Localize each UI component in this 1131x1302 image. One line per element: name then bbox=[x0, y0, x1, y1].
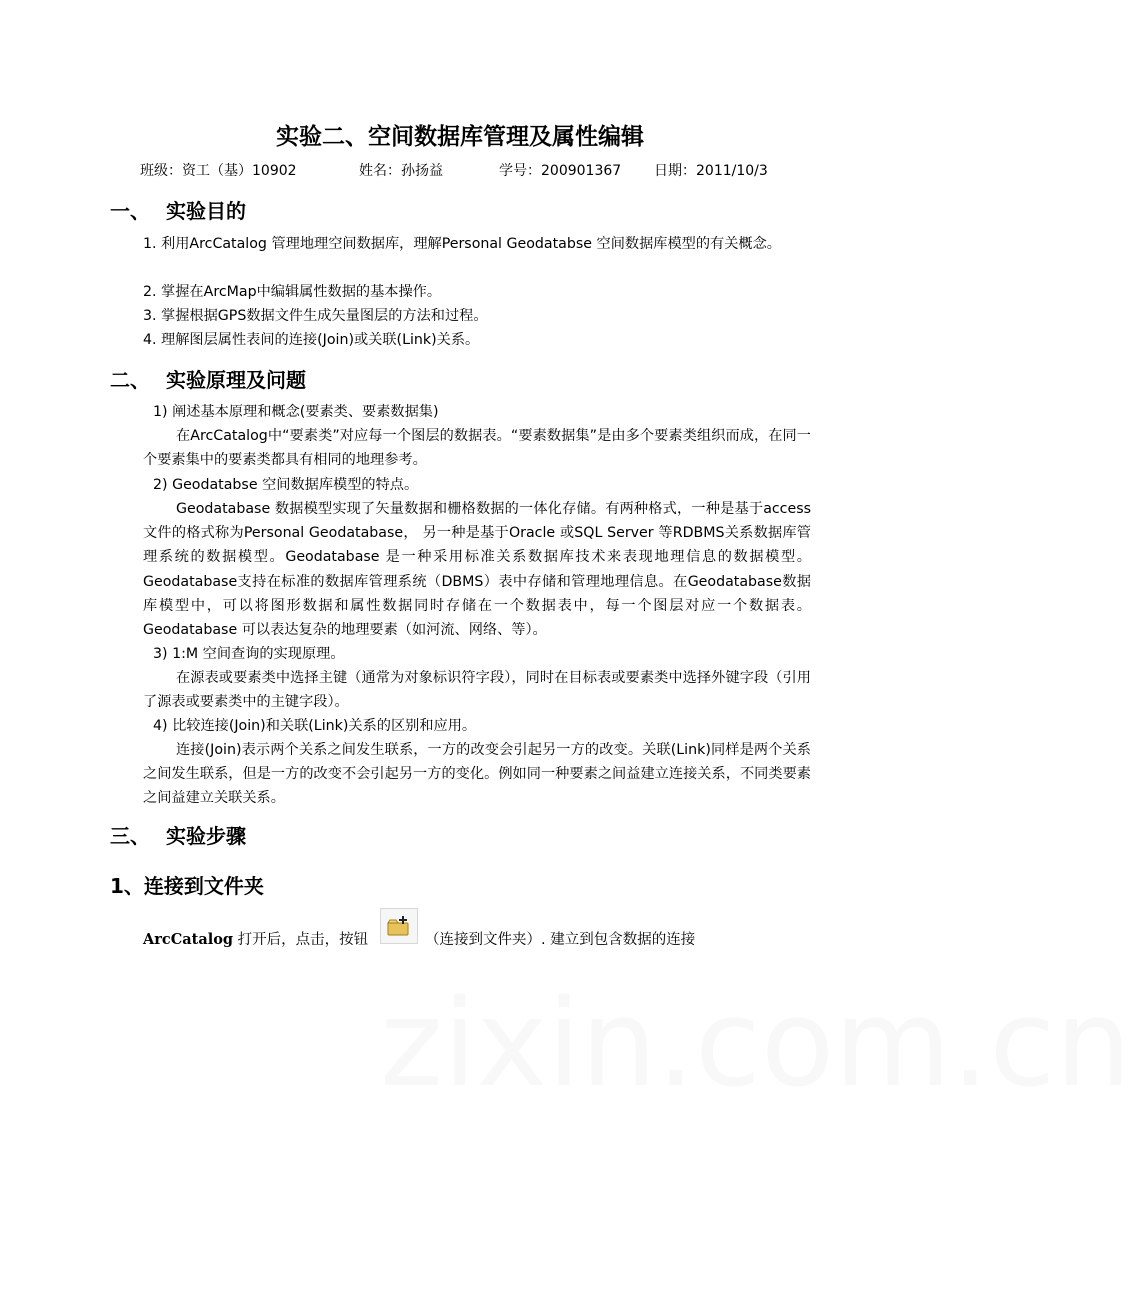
list-item: 3. 掌握根据GPS数据文件生成矢量图层的方法和过程。 bbox=[143, 308, 488, 324]
list-item: 4. 理解图层属性表间的连接(Join)或关联(Link)关系。 bbox=[143, 332, 480, 348]
list-item: 1. 利用ArcCatalog 管理地理空间数据库，理解Personal Geodatabse 空间数据库模型的有关概念。 bbox=[143, 236, 781, 252]
answer-paragraph: 在源表或要素类中选择主键（通常为对象标识符字段），同时在目标表或要素类中选择外键字段（引用了源表或要素类中的主键字段）。 bbox=[143, 670, 811, 711]
connect-folder-icon bbox=[387, 915, 411, 937]
question: 2) Geodatabse 空间数据库模型的特点。 bbox=[153, 477, 419, 493]
question: 4) 比较连接(Join)和关联(Link)关系的区别和应用。 bbox=[153, 718, 477, 734]
answer-paragraph: Geodatabase 数据模型实现了矢量数据和栅格数据的一体化存储。有两种格式，一种是基于access 文件的格式称为Personal Geodatabase， 另一种是基于Oracle 或SQL Server 等RDBMS关系数据库管理系统的数据模型。Geodatabase 是一种采用标准关系数据库技术来表现地理信息的数据模型。Geodatabase支持在标准的数据库管理系统（DBMS）表中存储和管理地理信息。在Geodatabase数据库模型中，可以将图形数据和属性数据同时存储在一个数据表中，每一个图层对应一个数据表。Geodatabase 可以表达复杂的地理要素（如河流、网络、等）。 bbox=[143, 501, 811, 639]
date-info: 日期：2011/10/3 bbox=[654, 163, 768, 179]
app-name: ArcCatalog bbox=[143, 931, 234, 948]
list-item: 2. 掌握在ArcMap中编辑属性数据的基本操作。 bbox=[143, 284, 442, 300]
question: 1) 阐述基本原理和概念(要素类、要素数据集) bbox=[153, 404, 439, 420]
connect-folder-button[interactable] bbox=[380, 908, 418, 944]
id-info: 学号：200901367 bbox=[499, 163, 622, 179]
name-info: 姓名：孙扬益 bbox=[359, 163, 443, 179]
section-heading-purpose: 一、 实验目的 bbox=[110, 199, 246, 223]
answer-paragraph: 在ArcCatalog中“要素类”对应每一个图层的数据表。“要素数据集”是由多个要素类组织而成，在同一个要素集中的要素类都具有相同的地理参考。 bbox=[143, 428, 811, 469]
answer-paragraph: 连接(Join)表示两个关系之间发生联系，一方的改变会引起另一方的改变。关联(Link)同样是两个关系之间发生联系，但是一方的改变不会引起另一方的变化。例如同一种要素之间益建立连接关系，不同类要素之间益建立关联关系。 bbox=[143, 742, 811, 807]
question: 3) 1:M 空间查询的实现原理。 bbox=[153, 646, 345, 662]
watermark: zixin.com.cn bbox=[380, 975, 1131, 1114]
class-info: 班级：资工（基）10902 bbox=[140, 163, 297, 179]
section-heading-steps: 三、 实验步骤 bbox=[110, 824, 246, 848]
step-heading: 1、连接到文件夹 bbox=[110, 874, 264, 898]
step-instruction-continued: （连接到文件夹）. 建立到包含数据的连接 bbox=[425, 932, 696, 948]
step-instruction: ArcCatalog 打开后，点击，按钮 bbox=[143, 931, 369, 948]
document-title: 实验二、空间数据库管理及属性编辑 bbox=[276, 124, 644, 150]
section-heading-principle: 二、 实验原理及问题 bbox=[110, 368, 306, 392]
